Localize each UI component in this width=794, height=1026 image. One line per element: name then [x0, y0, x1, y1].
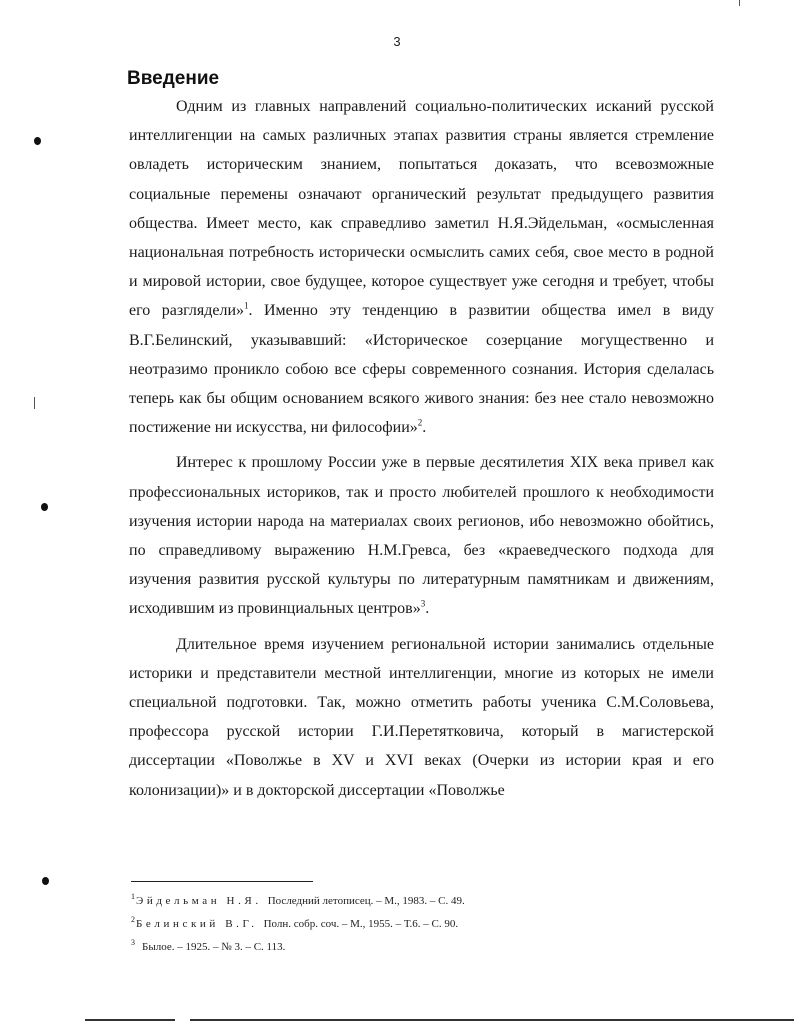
- footnote-item: [131, 913, 691, 936]
- footnote-item: [131, 890, 691, 913]
- footnote-ref[interactable]: 3: [420, 599, 426, 610]
- scan-mark-tick: [34, 397, 35, 409]
- footnote-text: Полн. собр. соч. – М., 1955. – Т.6. – С. 90.: [263, 918, 459, 930]
- footnote-author: Эйдельман Н.Я.: [136, 895, 262, 907]
- text-run: .: [425, 600, 430, 618]
- text-run: .: [422, 419, 427, 437]
- page-bottom-edge: [190, 1019, 794, 1021]
- footnote-ref[interactable]: 1: [244, 301, 249, 312]
- footnote-text: Былое. – 1925. – № 3. – С. 113.: [142, 941, 286, 953]
- main-text: [129, 92, 714, 811]
- text-run: Длительное время изучением региональной истории занимались отдельные историки и представители местной интеллигенции, многие из которых не имели специальной подготовки. Так, можно отметить работы ученика С.М.Соловьева, профессора русской истории Г.И.Перетятковича, который в магистерской диссертации «Поволжье в XV и XVI веках (Очерки из истории края и его колонизации)» и в докторской диссертации «Поволжье: [129, 635, 714, 799]
- footnote-separator: [131, 881, 313, 882]
- section-heading: Введение: [127, 68, 220, 89]
- page-number: 3: [393, 34, 401, 49]
- footnote-item: [131, 936, 691, 959]
- footnote-mark: 3: [131, 938, 135, 948]
- footnote-author: Белинский В.Г.: [136, 918, 258, 930]
- text-run: Интерес к прошлому России уже в первые десятилетия XIX века привел как профессиональных историков, так и просто любителей прошлого к необходимости изучения истории народа на материалах своих регионов, ибо невозможно обойтись, по справедливому выражению Н.М.Гревса, без «краеведческого подхода для изучения развития русской культуры по литературным памятникам и движениям, исходившим из провинциальных центров»: [129, 454, 714, 618]
- text-run: . Именно эту тенденцию в развитии общества имел в виду В.Г.Белинский, указывавший: «Историческое созерцание могущественно и неотразимо проникло собою все сферы современного сознания. История сделалась теперь как бы общим основанием всякого живого знания: без нее стало невозможно постижение ни искусства, ни философии»: [129, 302, 714, 437]
- footnote-mark: 2: [131, 915, 135, 925]
- scan-mark-dot: [34, 137, 41, 145]
- scan-mark-tick: [739, 0, 740, 6]
- footnote-mark: 1: [131, 892, 135, 902]
- paragraph: [129, 92, 714, 442]
- page-bottom-edge: [85, 1019, 175, 1021]
- paragraph: [129, 630, 714, 805]
- paragraph: [129, 448, 714, 623]
- footnote-text: Последний летописец. – М., 1983. – С. 49.: [267, 895, 465, 907]
- footnote-ref[interactable]: 2: [417, 417, 423, 428]
- scan-mark-dot: [41, 503, 48, 511]
- text-run: Одним из главных направлений социально-политических исканий русской интеллигенции на самых различных этапах развития страны является стремление овладеть историческим знанием, попытаться доказать, что всевозможные социальные перемены означают органический результат предыдущего развития общества. Имеет место, как справедливо заметил Н.Я.Эйдельман, «осмысленная национальная потребность исторически осмыслить самих себя, свое место в родной и мировой истории, свое будущее, которое существует уже сегодня и требует, чтобы его разглядели»: [129, 98, 714, 320]
- scan-mark-dot: [42, 877, 49, 885]
- footnotes: [131, 890, 691, 959]
